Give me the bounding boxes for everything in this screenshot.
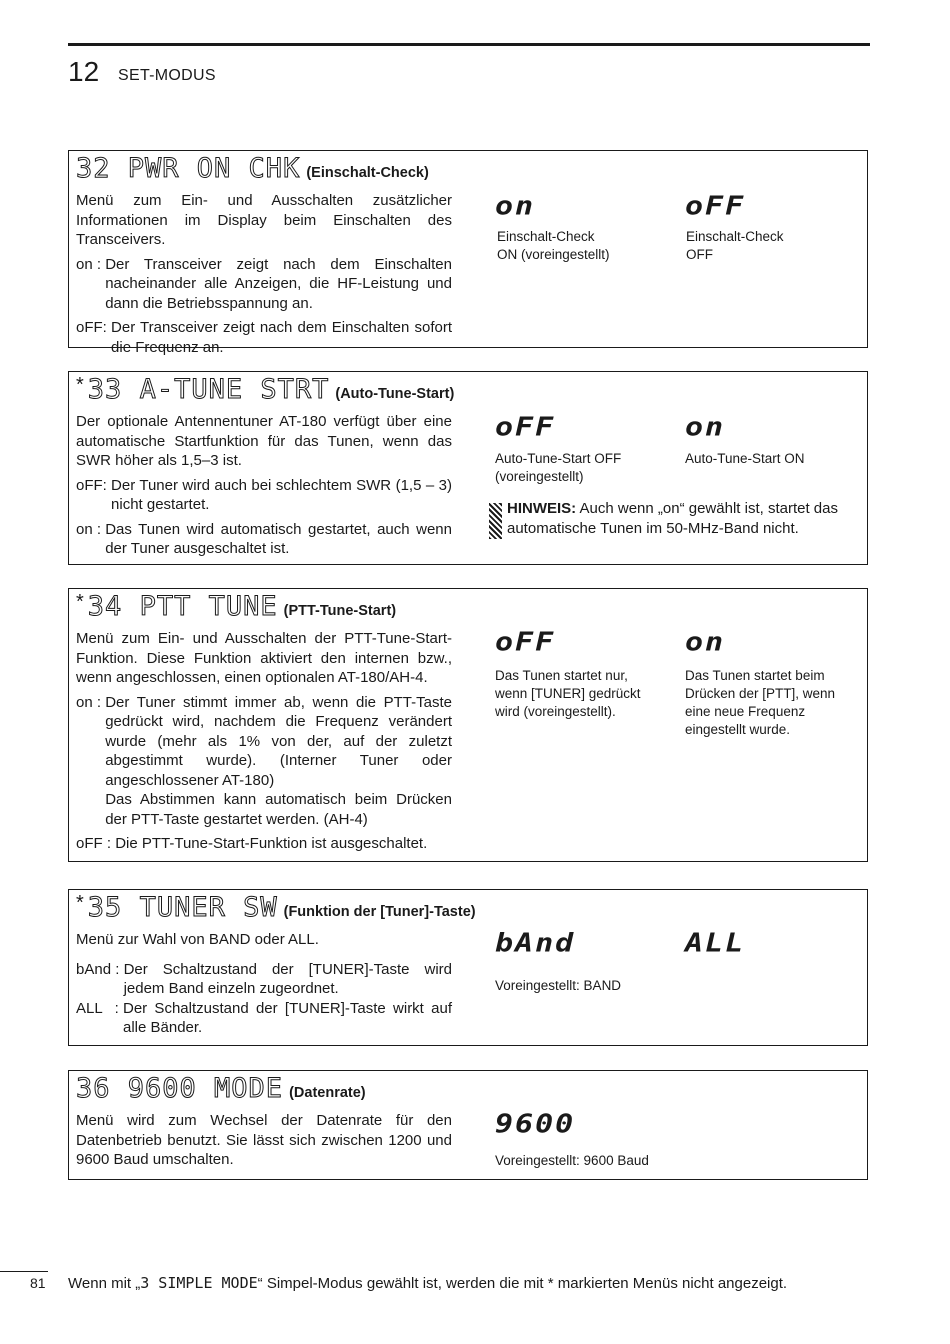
- caption-line: Voreingestellt: 9600 Baud: [495, 1153, 649, 1168]
- option-key: oFF: [76, 835, 103, 852]
- intro-text: Menü zum Ein- und Ausschalten der PTT-Tune-Start-Funktion. Diese Funktion aktiviert den internen bzw., wenn angeschlossen, einen optionalen AT-180/AH-4.: [76, 630, 452, 686]
- option-sep: :: [92, 255, 106, 273]
- option-text: Der Schaltzustand der [TUNER]-Taste wird jedem Band einzeln zugeordnet.: [123, 960, 452, 997]
- caption-line: Voreingestellt: BAND: [495, 978, 622, 993]
- option-sep: :: [102, 476, 112, 494]
- display-caption: [686, 228, 784, 264]
- lcd-display-on: on: [685, 627, 726, 658]
- caption-line: Auto-Tune-Start ON: [685, 451, 805, 466]
- option-key: ALL: [76, 999, 103, 1017]
- option-off: [76, 318, 452, 357]
- chapter-number: 12: [68, 56, 100, 87]
- option-off: [76, 834, 452, 854]
- option-key: oFF: [76, 476, 103, 494]
- menu-code: 35 TUNER SW: [87, 892, 278, 923]
- lcd-display-all: ALL: [685, 928, 746, 959]
- menu-subtitle: (Datenrate): [289, 1085, 366, 1101]
- lcd-display-off: oFF: [495, 412, 556, 443]
- intro-text: Menü zur Wahl von BAND oder ALL.: [76, 931, 319, 948]
- display-caption: [685, 450, 805, 468]
- option-sep: :: [102, 999, 123, 1017]
- lcd-display-on: on: [495, 191, 536, 222]
- option-key: oFF: [76, 319, 103, 336]
- caption-line: Einschalt-Check: [497, 229, 595, 244]
- menu-section-32: [68, 150, 868, 356]
- menu-subtitle: (Einschalt-Check): [306, 165, 429, 181]
- option-sep: :: [92, 520, 106, 538]
- section-text: [76, 930, 452, 1043]
- lcd-display-off: oFF: [495, 627, 556, 658]
- menu-section-34: [68, 588, 868, 862]
- option-sep: :: [102, 835, 116, 852]
- page-number: 81: [30, 1275, 46, 1291]
- option-band: [76, 960, 452, 999]
- option-all: [76, 999, 452, 1038]
- menu-subtitle: (Auto-Tune-Start): [335, 386, 455, 402]
- option-on: [76, 255, 452, 314]
- lcd-display-on: on: [685, 412, 726, 443]
- note-hatch-icon: [489, 503, 502, 539]
- option-sep: :: [111, 960, 124, 978]
- caption-line: OFF: [686, 247, 713, 262]
- option-key: bAnd: [76, 960, 112, 978]
- option-key: on: [76, 520, 93, 538]
- display-caption: [685, 667, 835, 739]
- note-box: [489, 499, 865, 538]
- caption-line: Einschalt-Check: [686, 229, 784, 244]
- menu-subtitle: (PTT-Tune-Start): [283, 603, 397, 619]
- caption-line: wenn [TUNER] gedrückt: [495, 686, 641, 701]
- menu-subtitle: (Funktion der [Tuner]-Taste): [283, 904, 476, 920]
- simple-mode-star: *: [76, 374, 84, 396]
- intro-text: Der optionale Antennentuner AT-180 verfügt über eine automatische Startfunktion für das Tunen, wenn das SWR höher als 1,5–3 ist.: [76, 413, 452, 469]
- section-text: [76, 1111, 452, 1175]
- option-sep: :: [102, 319, 112, 336]
- section-heading: [76, 374, 454, 405]
- option-text: Die PTT-Tune-Start-Funktion ist ausgeschaltet.: [115, 835, 428, 852]
- caption-line: ON (voreingestellt): [497, 247, 610, 262]
- section-text: [76, 629, 452, 859]
- section-heading: [76, 591, 396, 622]
- footnote-prefix: Wenn mit „: [68, 1275, 141, 1292]
- display-caption: [497, 228, 610, 264]
- option-key: on: [76, 693, 93, 711]
- chapter-title: SET-MODUS: [118, 67, 216, 84]
- caption-line: (voreingestellt): [495, 469, 584, 484]
- option-text: Der Tuner stimmt immer ab, wenn die PTT-Taste gedrückt wird, nachdem die Frequenz verändert wurde (mehr als 1% von der, auf der zuletzt abgestimmt wurde). (Interner Tuner oder angeschlossener AT-180) Das Abstimmen kann automatisch beim Drücken der PTT-Taste gestartet werden. (AH-4): [105, 693, 452, 828]
- option-off: [76, 476, 452, 515]
- option-on: [76, 693, 452, 830]
- lcd-display-off: oFF: [685, 191, 746, 222]
- section-heading: [76, 153, 429, 184]
- option-text: Der Transceiver zeigt nach dem Einschalten nacheinander alle Anzeigen, die HF-Leistung und dann die Betriebsspannung an.: [105, 255, 452, 312]
- section-text: [76, 412, 452, 564]
- display-caption: [495, 977, 621, 995]
- caption-line: Das Tunen startet beim: [685, 668, 825, 683]
- display-caption: [495, 667, 641, 721]
- note-body: Auch wenn „on“ gewählt ist, startet das automatische Tunen im 50-MHz-Band nicht.: [507, 500, 838, 537]
- option-on: [76, 520, 452, 559]
- footnote: [68, 1274, 787, 1292]
- section-heading: [76, 1073, 366, 1104]
- intro-text: Menü zum Ein- und Ausschalten zusätzlicher Informationen im Display beim Einschalten des Transceivers.: [76, 192, 452, 248]
- option-text: Der Tuner wird auch bei schlechtem SWR (1,5 – 3) nicht gestartet.: [111, 476, 452, 513]
- option-text: Der Transceiver zeigt nach dem Einschalten sofort die Frequenz an.: [111, 319, 452, 356]
- menu-code: 33 A-TUNE STRT: [87, 374, 330, 405]
- section-heading: [76, 892, 476, 923]
- caption-line: eingestellt wurde.: [685, 722, 791, 737]
- header-rule: [68, 43, 870, 46]
- option-text: Der Schaltzustand der [TUNER]-Taste wirkt auf alle Bänder.: [122, 999, 452, 1036]
- simple-mode-star: *: [76, 591, 84, 613]
- menu-code: 36 9600 MODE: [76, 1073, 284, 1104]
- footnote-menu-code: 3 SIMPLE MODE: [140, 1274, 258, 1292]
- lcd-display-9600: 9600: [495, 1109, 576, 1140]
- section-text: [76, 191, 452, 362]
- display-caption: [495, 1152, 649, 1170]
- caption-line: Auto-Tune-Start OFF: [495, 451, 622, 466]
- footnote-suffix: “ Simpel-Modus gewählt ist, werden die mit * markierten Menüs nicht angezeigt.: [257, 1275, 788, 1292]
- simple-mode-star: *: [76, 892, 84, 914]
- footer-rule: [0, 1271, 48, 1272]
- lcd-display-band: bAnd: [495, 928, 576, 959]
- display-caption: [495, 450, 621, 486]
- option-text: Das Tunen wird automatisch gestartet, auch wenn der Tuner ausgeschaltet ist.: [105, 520, 452, 557]
- caption-line: eine neue Frequenz: [685, 704, 806, 719]
- menu-code: 32 PWR ON CHK: [76, 153, 301, 184]
- note-label: HINWEIS:: [507, 500, 577, 517]
- option-sep: :: [92, 693, 106, 711]
- caption-line: wird (voreingestellt).: [495, 704, 616, 719]
- menu-section-36: [68, 1070, 868, 1180]
- caption-line: Das Tunen startet nur,: [495, 668, 628, 683]
- note-text: [507, 499, 865, 538]
- menu-code: 34 PTT TUNE: [87, 591, 278, 622]
- caption-line: Drücken der [PTT], wenn: [685, 686, 836, 701]
- intro-text: Menü wird zum Wechsel der Datenrate für den Datenbetrieb benutzt. Sie lässt sich zwischen 1200 und 9600 Baud umschalten.: [76, 1112, 452, 1168]
- menu-section-35: [68, 889, 868, 1046]
- option-key: on: [76, 255, 93, 273]
- menu-section-33: [68, 371, 868, 565]
